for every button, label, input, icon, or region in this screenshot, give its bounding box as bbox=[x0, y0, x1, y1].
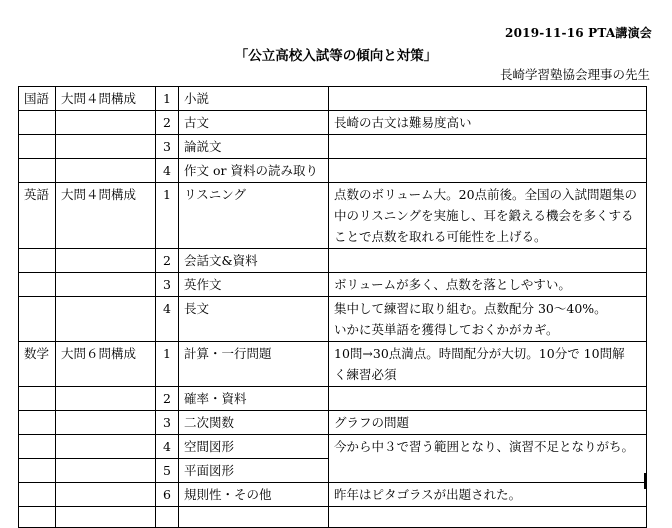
notes-cell bbox=[329, 411, 647, 435]
structure-cell: 大問４問構成 bbox=[56, 183, 156, 249]
table-row bbox=[19, 249, 647, 273]
notes-cell bbox=[329, 111, 647, 135]
notes-cell bbox=[329, 87, 647, 111]
structure-cell bbox=[56, 387, 156, 411]
subject-cell: 数学 bbox=[19, 342, 56, 387]
structure-cell bbox=[56, 111, 156, 135]
notes-cell bbox=[329, 483, 647, 507]
structure-cell bbox=[56, 507, 156, 528]
topic-cell bbox=[179, 507, 329, 528]
subject-cell bbox=[19, 111, 56, 135]
question-number-cell: 1 bbox=[156, 87, 179, 111]
table-row bbox=[19, 387, 647, 411]
notes-cell bbox=[329, 135, 647, 159]
subject-cell bbox=[19, 297, 56, 342]
question-number-cell: 4 bbox=[156, 435, 179, 459]
notes-cell bbox=[329, 435, 647, 483]
notes-line: グラフの問題 bbox=[334, 415, 410, 430]
question-number-cell: 4 bbox=[156, 297, 179, 342]
topic-cell: 会話文&資料 bbox=[179, 249, 329, 273]
subject-cell: 英語 bbox=[19, 183, 56, 249]
topic-cell: 二次関数 bbox=[179, 411, 329, 435]
notes-line: ボリュームが多く、点数を落としやすい。 bbox=[334, 277, 571, 292]
subject-cell bbox=[19, 483, 56, 507]
structure-cell bbox=[56, 459, 156, 483]
topic-cell: リスニング bbox=[179, 183, 329, 249]
topic-cell: 空間図形 bbox=[179, 435, 329, 459]
notes-line: 中のリスニングを実施し、耳を鍛える機会を多くする bbox=[334, 208, 634, 223]
notes-cell bbox=[329, 273, 647, 297]
structure-cell bbox=[56, 483, 156, 507]
table-row bbox=[19, 483, 647, 507]
table-row bbox=[19, 159, 647, 183]
subject-cell: 国語 bbox=[19, 87, 56, 111]
topic-cell: 論説文 bbox=[179, 135, 329, 159]
question-number-cell: 1 bbox=[156, 342, 179, 387]
notes-line: 長崎の古文は難易度高い bbox=[334, 115, 472, 130]
question-number-cell: 1 bbox=[156, 183, 179, 249]
question-number-cell bbox=[156, 507, 179, 528]
question-number-cell: 2 bbox=[156, 111, 179, 135]
question-number-cell: 2 bbox=[156, 387, 179, 411]
subject-cell bbox=[19, 459, 56, 483]
table-row bbox=[19, 435, 647, 459]
structure-cell bbox=[56, 297, 156, 342]
notes-cell bbox=[329, 387, 647, 411]
notes-line: 点数のボリューム大。20点前後。全国の入試問題集の bbox=[334, 187, 638, 202]
topic-cell: 規則性・その他 bbox=[179, 483, 329, 507]
topic-cell: 長文 bbox=[179, 297, 329, 342]
structure-cell bbox=[56, 159, 156, 183]
structure-cell: 大問４問構成 bbox=[56, 87, 156, 111]
subject-cell bbox=[19, 159, 56, 183]
notes-cell bbox=[329, 159, 647, 183]
table-row bbox=[19, 507, 647, 528]
notes-line: 今から中３で習う範囲となり、演習不足となりがち。 bbox=[334, 439, 635, 454]
topic-cell: 確率・資料 bbox=[179, 387, 329, 411]
structure-cell bbox=[56, 411, 156, 435]
table-row bbox=[19, 87, 647, 111]
notes-line: 集中して練習に取り組む。点数配分 30～40%。 bbox=[334, 301, 607, 316]
topic-cell: 小説 bbox=[179, 87, 329, 111]
text-cursor bbox=[644, 473, 646, 489]
question-number-cell: 4 bbox=[156, 159, 179, 183]
notes-line: 10問→30点満点。時間配分が大切。10分で 10問解 bbox=[334, 346, 625, 361]
question-number-cell: 5 bbox=[156, 459, 179, 483]
notes-cell bbox=[329, 507, 647, 528]
subject-cell bbox=[19, 135, 56, 159]
notes-line: いかに英単語を獲得しておくかがカギ。 bbox=[334, 322, 559, 337]
document-date-event: 2019-11-16 PTA講演会 bbox=[505, 26, 652, 40]
question-number-cell: 6 bbox=[156, 483, 179, 507]
document-title: 「公立高校入試等の傾向と対策」 bbox=[234, 48, 438, 64]
topic-cell: 計算・一行問題 bbox=[179, 342, 329, 387]
question-number-cell: 3 bbox=[156, 135, 179, 159]
notes-cell bbox=[329, 183, 647, 249]
table-row bbox=[19, 135, 647, 159]
table-row bbox=[19, 183, 647, 249]
question-number-cell: 3 bbox=[156, 411, 179, 435]
subject-cell bbox=[19, 249, 56, 273]
table-row bbox=[19, 297, 647, 342]
notes-line: く練習必須 bbox=[334, 367, 397, 382]
document-author: 長崎学習塾協会理事の先生 bbox=[499, 67, 650, 82]
exam-strategy-table-body bbox=[19, 87, 647, 528]
notes-cell bbox=[329, 297, 647, 342]
topic-cell: 英作文 bbox=[179, 273, 329, 297]
table-row bbox=[19, 273, 647, 297]
question-number-cell: 2 bbox=[156, 249, 179, 273]
topic-cell: 作文 or 資料の読み取り bbox=[179, 159, 329, 183]
subject-cell bbox=[19, 435, 56, 459]
topic-cell: 古文 bbox=[179, 111, 329, 135]
structure-cell: 大問６問構成 bbox=[56, 342, 156, 387]
table-row bbox=[19, 111, 647, 135]
notes-line: 昨年はピタゴラスが出題された。 bbox=[334, 487, 522, 502]
notes-line: ことで点数を取れる可能性を上げる。 bbox=[334, 229, 547, 244]
structure-cell bbox=[56, 273, 156, 297]
subject-cell bbox=[19, 411, 56, 435]
topic-cell: 平面図形 bbox=[179, 459, 329, 483]
notes-cell bbox=[329, 342, 647, 387]
subject-cell bbox=[19, 273, 56, 297]
question-number-cell: 3 bbox=[156, 273, 179, 297]
structure-cell bbox=[56, 135, 156, 159]
notes-cell bbox=[329, 249, 647, 273]
exam-strategy-table bbox=[18, 86, 647, 528]
structure-cell bbox=[56, 249, 156, 273]
table-row bbox=[19, 342, 647, 387]
table-row bbox=[19, 411, 647, 435]
structure-cell bbox=[56, 435, 156, 459]
subject-cell bbox=[19, 507, 56, 528]
subject-cell bbox=[19, 387, 56, 411]
